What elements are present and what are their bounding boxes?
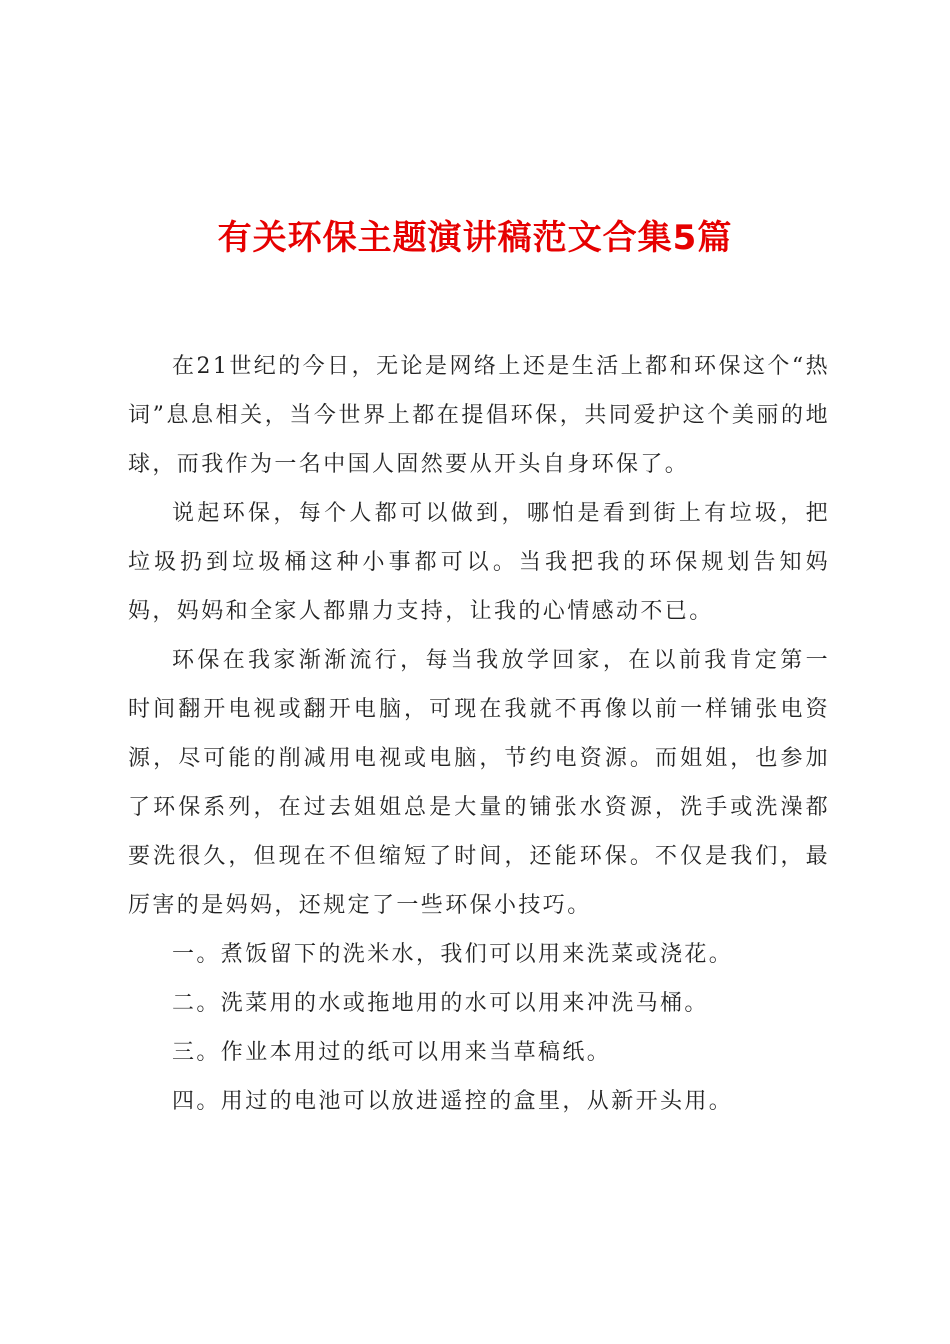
- tip-item-1: 一。煮饭留下的洗米水，我们可以用来洗菜或浇花。: [172, 942, 734, 967]
- document-body: [128, 342, 830, 1126]
- document-title: 有关环保主题演讲稿范文合集5篇: [217, 218, 733, 258]
- tip-item-3: 三。作业本用过的纸可以用来当草稿纸。: [172, 1040, 612, 1065]
- paragraph-everyone: 说起环保，每个人都可以做到，哪怕是看到街上有垃圾，把垃圾扔到垃圾桶这种小事都可以。当我把我的环保规划告知妈妈，妈妈和全家人都鼎力支持，让我的心情感动不已。: [128, 501, 830, 624]
- paragraph-intro: 在21世纪的今日，无论是网络上还是生活上都和环保这个“热词”息息相关，当今世界上都在提倡环保，共同爱护这个美丽的地球，而我作为一名中国人固然要从开头自身环保了。: [128, 354, 830, 477]
- paragraph-family: 环保在我家渐渐流行，每当我放学回家，在以前我肯定第一时间翻开电视或翻开电脑，可现在我就不再像以前一样铺张电资源，尽可能的削减用电视或电脑，节约电资源。而姐姐，也参加了环保系列，在过去姐姐总是大量的铺张水资源，洗手或洗澡都要洗很久，但现在不但缩短了时间，还能环保。不仅是我们，最厉害的是妈妈，还规定了一些环保小技巧。: [128, 648, 830, 918]
- tip-item-4: 四。用过的电池可以放进遥控的盒里，从新开头用。: [172, 1089, 734, 1114]
- tip-item-2: 二。洗菜用的水或拖地用的水可以用来冲洗马桶。: [172, 991, 709, 1016]
